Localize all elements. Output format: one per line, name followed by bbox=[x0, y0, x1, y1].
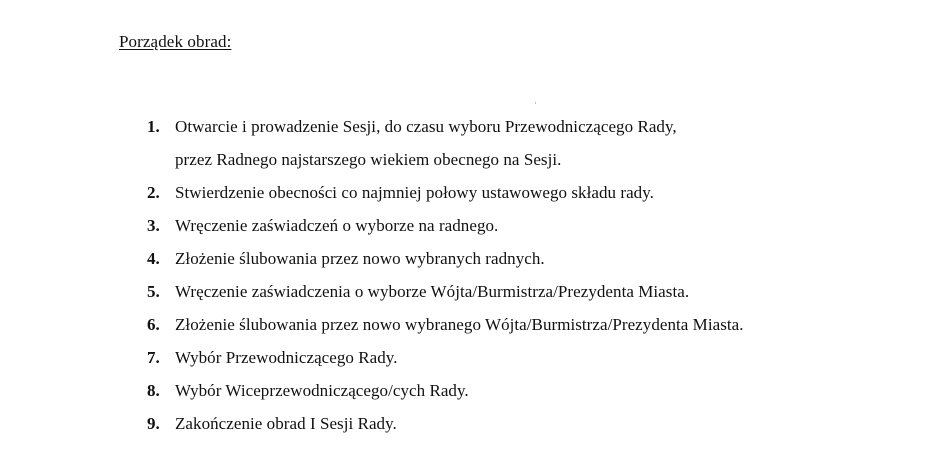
agenda-item-3 bbox=[0, 209, 940, 242]
agenda-item-number: 4. bbox=[147, 249, 160, 268]
agenda-item-text: Złożenie ślubowania przez nowo wybranych radnych. bbox=[175, 249, 545, 268]
agenda-item-number: 7. bbox=[147, 348, 160, 367]
agenda-item-text: Otwarcie i prowadzenie Sesji, do czasu wyboru Przewodniczącego Rady, bbox=[175, 117, 677, 136]
agenda-item-text: Wybór Wiceprzewodniczącego/cych Rady. bbox=[175, 381, 469, 400]
agenda-item-number: 1. bbox=[147, 117, 160, 136]
agenda-item-5 bbox=[0, 275, 940, 308]
agenda-item-text: Stwierdzenie obecności co najmniej połowy ustawowego składu rady. bbox=[175, 183, 654, 202]
agenda-heading: Porządek obrad: bbox=[119, 32, 232, 51]
agenda-item-number: 6. bbox=[147, 315, 160, 334]
agenda-list bbox=[0, 110, 940, 440]
agenda-item-4 bbox=[0, 242, 940, 275]
agenda-item-text: Wybór Przewodniczącego Rady. bbox=[175, 348, 398, 367]
agenda-item-text: Wręczenie zaświadczenia o wyborze Wójta/Burmistrza/Prezydenta Miasta. bbox=[175, 282, 690, 301]
agenda-item-number: 3. bbox=[147, 216, 160, 235]
agenda-item-9 bbox=[0, 407, 940, 440]
agenda-item-text-continuation: przez Radnego najstarszego wiekiem obecnego na Sesji. bbox=[175, 150, 562, 169]
agenda-item-number: 2. bbox=[147, 183, 160, 202]
agenda-item-text: Złożenie ślubowania przez nowo wybranego Wójta/Burmistrza/Prezydenta Miasta. bbox=[175, 315, 744, 334]
agenda-item-number: 9. bbox=[147, 414, 160, 433]
agenda-item-6 bbox=[0, 308, 940, 341]
agenda-item-text: Zakończenie obrad I Sesji Rady. bbox=[175, 414, 397, 433]
agenda-item-text: Wręczenie zaświadczeń o wyborze na radnego. bbox=[175, 216, 499, 235]
agenda-item-8 bbox=[0, 374, 940, 407]
agenda-item-1 bbox=[0, 110, 940, 176]
scan-speck bbox=[535, 102, 536, 104]
agenda-item-number: 8. bbox=[147, 381, 160, 400]
agenda-item-number: 5. bbox=[147, 282, 160, 301]
agenda-item-7 bbox=[0, 341, 940, 374]
agenda-item-2 bbox=[0, 176, 940, 209]
